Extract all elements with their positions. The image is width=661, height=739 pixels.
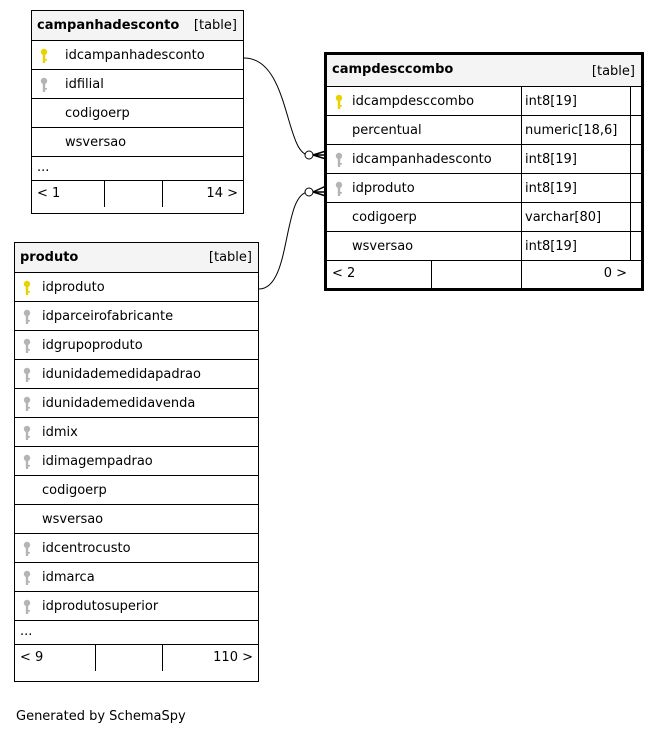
more-columns: ...	[15, 621, 258, 645]
column-name: wsversao	[42, 512, 104, 527]
more-columns: ...	[32, 157, 243, 181]
column-type: varchar[80]	[525, 210, 602, 225]
column-name: idparceirofabricante	[42, 309, 174, 324]
relationship-optional-marker	[305, 188, 313, 196]
column-name: wsversao	[352, 239, 414, 254]
generated-by-label: Generated by SchemaSpy	[16, 709, 186, 724]
table-tag: [table]	[591, 64, 635, 79]
column-name: idcentrocusto	[42, 541, 131, 556]
column-name: idproduto	[42, 280, 105, 295]
column-name: idcampdesccombo	[352, 94, 475, 109]
column-name: idgrupoproduto	[42, 338, 143, 353]
table-name: produto	[20, 250, 79, 265]
column-name: idcampanhadesconto	[65, 48, 205, 63]
child-count: 110 >	[213, 650, 253, 665]
column-name: idprodutosuperior	[42, 599, 159, 614]
relationship-produto-campdesccombo	[259, 192, 309, 289]
column-type: int8[19]	[525, 94, 577, 109]
column-name: wsversao	[65, 135, 127, 150]
column-name: idunidademedidapadrao	[42, 367, 201, 382]
relationship-campanhadesconto-campdesccombo	[244, 58, 309, 155]
parent-count: < 2	[332, 266, 356, 281]
relationship-crowfoot	[313, 151, 326, 159]
column-type: numeric[18,6]	[525, 123, 618, 138]
column-type: int8[19]	[525, 152, 577, 167]
column-name: codigoerp	[42, 483, 107, 498]
column-name: idfilial	[65, 77, 104, 92]
column-name: idunidademedidavenda	[42, 396, 196, 411]
child-count: 14 >	[206, 186, 238, 201]
relationship-crowfoot	[313, 186, 326, 196]
child-count: 0 >	[603, 266, 627, 281]
column-type: int8[19]	[525, 239, 577, 254]
column-name: idproduto	[352, 181, 415, 196]
table-name: campdesccombo	[332, 62, 454, 77]
column-name: codigoerp	[65, 106, 130, 121]
column-name: idcampanhadesconto	[352, 152, 492, 167]
column-type: int8[19]	[525, 181, 577, 196]
table-tag: [table]	[208, 250, 252, 265]
parent-count: < 1	[37, 186, 61, 201]
parent-count: < 9	[20, 650, 44, 665]
relationship-optional-marker	[305, 151, 313, 159]
column-name: percentual	[352, 123, 422, 138]
column-name: idimagempadrao	[42, 454, 153, 469]
table-name: campanhadesconto	[37, 18, 180, 33]
column-name: idmarca	[42, 570, 95, 585]
column-name: idmix	[42, 425, 78, 440]
column-name: codigoerp	[352, 210, 417, 225]
table-tag: [table]	[193, 18, 237, 33]
